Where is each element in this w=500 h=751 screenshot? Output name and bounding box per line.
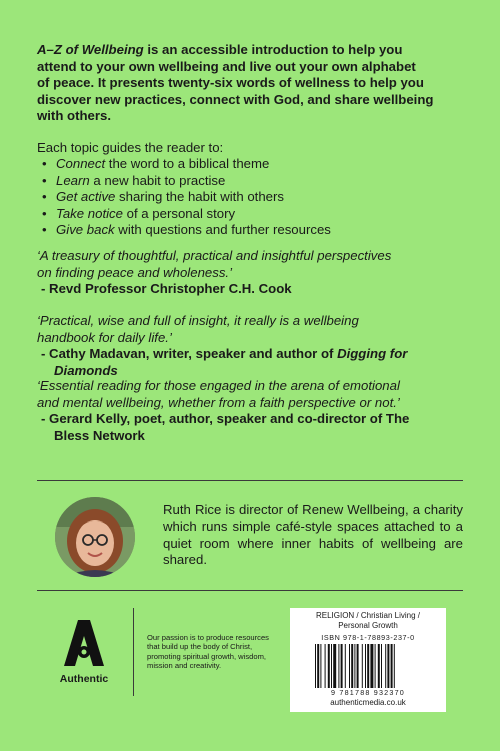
- topic-item: • Learn a new habit to practise: [42, 172, 226, 188]
- topics-intro: Each topic guides the reader to:: [37, 140, 224, 155]
- barcode-box: [290, 608, 446, 712]
- barcode-icon: [313, 644, 423, 688]
- endorsement-author: - Cathy Madavan, writer, speaker and author of Digging for: [41, 346, 408, 362]
- topic-item: • Give back with questions and further resources: [42, 222, 331, 238]
- endorsement-quote: ‘Essential reading for those engaged in the arena of emotional and mental wellbeing, whether from a faith perspective or not.’ - Gerard Kelly, poet, author, speaker and co-director of The Bless Network: [37, 378, 477, 444]
- endorsement-quote: ‘A treasury of thoughtful, practical and insightful perspectives on finding peace and wholeness.’ - Revd Professor Christopher C.H. Cook: [37, 248, 477, 298]
- author-photo: [55, 497, 135, 577]
- bisac-category: RELIGION / Christian Living / Personal Growth: [315, 611, 421, 630]
- divider: [37, 480, 463, 481]
- vertical-divider: [133, 608, 134, 696]
- endorsement-author: - Gerard Kelly, poet, author, speaker and co-director of The: [41, 411, 410, 427]
- topic-item: • Connect the word to a biblical theme: [42, 156, 270, 171]
- authentic-logo-icon: [62, 618, 106, 666]
- barcode-number: 9 781788 932370: [331, 688, 405, 697]
- endorsement-author: - Revd Professor Christopher C.H. Cook: [41, 281, 292, 297]
- book-blurb: A–Z of Wellbeing is an accessible introduction to help you attend to your own wellbeing and live out your own alphabet of peace. It presents twenty-six words of wellness to help you discover new practices, connect with God, and share wellbeing with others.: [37, 42, 434, 124]
- divider: [37, 590, 463, 591]
- topic-item: • Take notice of a personal story: [42, 205, 236, 221]
- isbn-label: ISBN 978-1-78893-237-0: [321, 633, 415, 642]
- publisher-logo: [48, 618, 120, 685]
- endorsement-quote: ‘Practical, wise and full of insight, it really is a wellbeing handbook for daily life.’ - Cathy Madavan, writer, speaker and author of Digging for Diamonds: [37, 313, 477, 379]
- publisher-website: authenticmedia.co.uk: [330, 698, 406, 707]
- topic-item: • Get active sharing the habit with others: [42, 189, 284, 205]
- publisher-name: Authentic: [59, 673, 109, 685]
- topics-list: [37, 156, 331, 239]
- book-title: A–Z of Wellbeing: [37, 42, 144, 57]
- author-bio: Ruth Rice is director of Renew Wellbeing, a charity which runs simple café-style spaces attached to a quiet room where inner habits of wellbeing are shared.: [163, 502, 463, 568]
- publisher-mission: Our passion is to produce resources that build up the body of Christ, promoting spiritual growth, wisdom, mission and creativity.: [147, 633, 269, 671]
